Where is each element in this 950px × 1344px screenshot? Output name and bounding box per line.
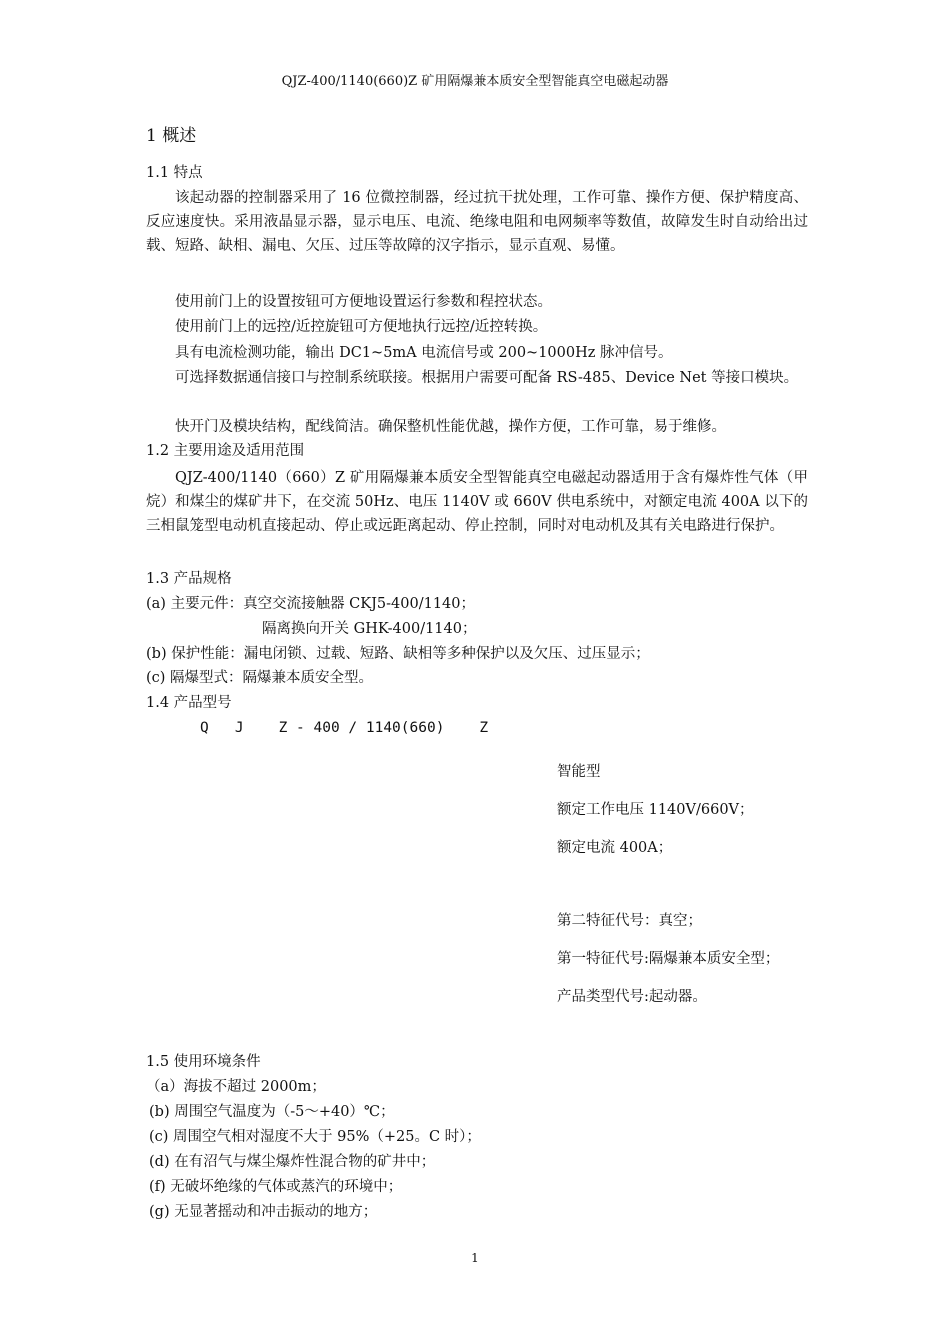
page-number: 1 — [471, 1251, 479, 1265]
spec-c: (c) 隔爆型式：隔爆兼本质安全型。 — [146, 670, 374, 686]
env-item: (f) 无破坏绝缘的气体或蒸汽的环境中； — [149, 1179, 403, 1195]
spec-a: (a) 主要元件：真空交流接触器 CKJ5-400/1140； — [146, 596, 476, 612]
heading-1-5: 1.5 使用环境条件 — [146, 1054, 261, 1070]
model-desc-smart: 智能型 — [557, 764, 601, 780]
heading-1-1: 1.1 特点 — [146, 165, 203, 181]
section-title: 1 概述 — [146, 126, 197, 146]
model-desc-current: 额定电流 400A； — [557, 840, 673, 856]
env-item: （a）海拔不超过 2000m； — [146, 1079, 326, 1095]
paragraph-door: 快开门及模块结构，配线简洁。确保整机性能优越，操作方便，工作可靠，易于维修。 — [175, 419, 726, 435]
paragraph-remote: 使用前门上的远控/近控旋钮可方便地执行远控/近控转换。 — [175, 319, 548, 335]
env-item: (b) 周围空气温度为（-5～+40）℃； — [149, 1104, 395, 1120]
page-header: QJZ-400/1140(660)Z 矿用隔爆兼本质安全型智能真空电磁起动器 — [281, 74, 669, 89]
heading-1-4: 1.4 产品型号 — [146, 695, 232, 711]
paragraph-features: 该起动器的控制器采用了 16 位微控制器，经过抗干扰处理，工作可靠、操作方便、保护精度高、反应速度快。采用液晶显示器，显示电压、电流、绝缘电阻和电网频率等数值，故障发生时自动给出过载、短路、缺相、漏电、欠压、过压等故障的汉字指示，显示直观、易懂。 — [146, 190, 808, 254]
paragraph-settings: 使用前门上的设置按钮可方便地设置运行参数和程控状态。 — [175, 294, 552, 310]
model-desc-voltage: 额定工作电压 1140V/660V； — [557, 802, 754, 818]
heading-1-2: 1.2 主要用途及适用范围 — [146, 443, 305, 459]
paragraph-current: 具有电流检测功能，输出 DC1~5mA 电流信号或 200~1000Hz 脉冲信号。 — [175, 345, 673, 361]
env-item: (g) 无显著摇动和冲击振动的地方； — [149, 1204, 378, 1220]
env-item: (d) 在有沼气与煤尘爆炸性混合物的矿井中； — [149, 1154, 436, 1170]
heading-1-3: 1.3 产品规格 — [146, 571, 232, 587]
paragraph-comm: 可选择数据通信接口与控制系统联接。根据用户需要可配备 RS-485、Device Net 等接口模块。 — [175, 370, 799, 386]
spec-b: (b) 保护性能：漏电闭锁、过载、短路、缺相等多种保护以及欠压、过压显示； — [146, 646, 650, 662]
env-item: (c) 周围空气相对湿度不大于 95%（+25。C 时）； — [149, 1129, 481, 1145]
spec-a2: 隔离换向开关 GHK-400/1140； — [262, 621, 477, 637]
model-desc-first: 第一特征代号:隔爆兼本质安全型； — [557, 951, 780, 967]
model-desc-type: 产品类型代号:起动器。 — [557, 989, 707, 1005]
model-desc-second: 第二特征代号：真空； — [557, 913, 702, 929]
model-code: Q J Z - 400 / 1140(660) Z — [200, 720, 489, 736]
paragraph-usage: QJZ-400/1140（660）Z 矿用隔爆兼本质安全型智能真空电磁起动器适用于含有爆炸性气体（甲烷）和煤尘的煤矿井下，在交流 50Hz、电压 1140V 或 660V 供电系统中，对额定电流 400A 以下的三相鼠笼型电动机直接起动、停止或远距离起动、停止控制，同时对电动机及其有关电路进行保护。 — [146, 470, 808, 534]
